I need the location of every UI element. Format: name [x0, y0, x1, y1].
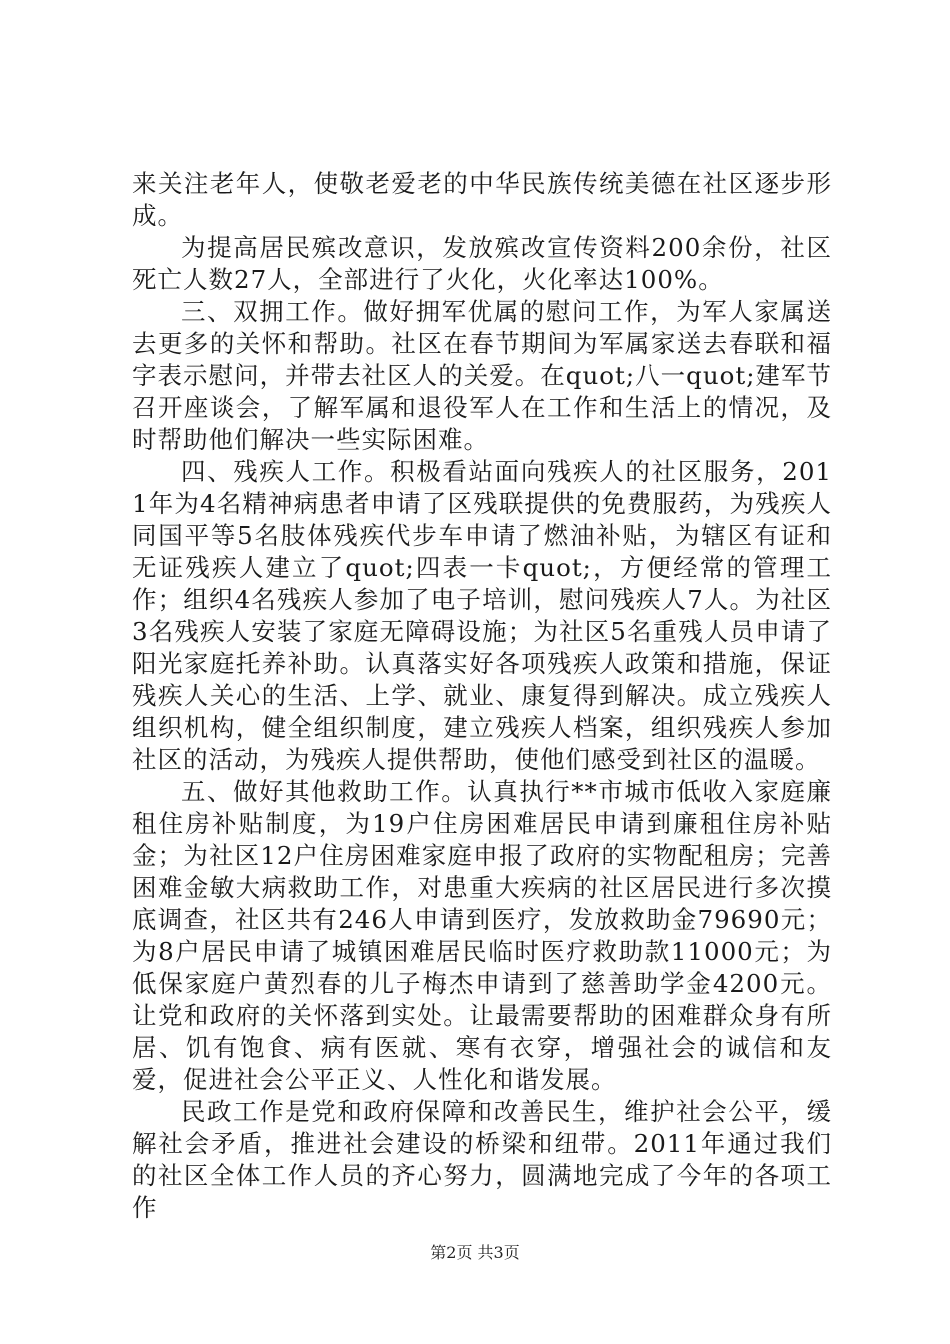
paragraph-continuation: 来关注老年人，使敬老爱老的中华民族传统美德在社区逐步形成。 [132, 169, 832, 230]
document-body [132, 168, 832, 1224]
paragraph-funeral-reform: 为提高居民殡改意识，发放殡改宣传资料200余份，社区死亡人数27人，全部进行了火化，火化率达100%。 [132, 233, 832, 294]
page-footer: 第2页 共3页 [430, 1243, 520, 1262]
paragraph-military-support: 三、双拥工作。做好拥军优属的慰问工作，为军人家属送去更多的关怀和帮助。社区在春节期间为军属家送去春联和福字表示慰问，并带去社区人的关爱。在quot;八一quot;建军节召开座谈会，了解军属和退役军人在工作和生活上的情况，及时帮助他们解决一些实际困难。 [132, 297, 832, 454]
paragraph-disabled-work: 四、残疾人工作。积极看站面向残疾人的社区服务，2011年为4名精神病患者申请了区残联提供的免费服药，为残疾人同国平等5名肢体残疾代步车申请了燃油补贴，为辖区有证和无证残疾人建立了quot;四表一卡quot;，方便经常的管理工作；组织4名残疾人参加了电子培训，慰问残疾人7人。为社区3名残疾人安装了家庭无障碍设施；为社区5名重残人员申请了阳光家庭托养补助。认真落实好各项残疾人政策和措施，保证残疾人关心的生活、上学、就业、康复得到解决。成立残疾人组织机构，健全组织制度，建立残疾人档案，组织残疾人参加社区的活动，为残疾人提供帮助，使他们感受到社区的温暖。 [132, 457, 832, 774]
paragraph-civil-affairs-summary: 民政工作是党和政府保障和改善民生，维护社会公平，缓解社会矛盾，推进社会建设的桥梁和纽带。2011年通过我们的社区全体工作人员的齐心努力，圆满地完成了今年的各项工作 [132, 1097, 832, 1222]
paragraph-other-assistance: 五、做好其他救助工作。认真执行**市城市低收入家庭廉租住房补贴制度，为19户住房困难居民申请到廉租住房补贴金；为社区12户住房困难家庭申报了政府的实物配租房；完善困难金敏大病救助工作，对患重大疾病的社区居民进行多次摸底调查，社区共有246人申请到医疗，发放救助金79690元；为8户居民申请了城镇困难居民临时医疗救助款11000元；为低保家庭户黄烈春的儿子梅杰申请到了慈善助学金4200元。让党和政府的关怀落到实处。让最需要帮助的困难群众身有所居、饥有饱食、病有医就、寒有衣穿，增强社会的诚信和友爱，促进社会公平正义、人性化和谐发展。 [132, 777, 832, 1094]
